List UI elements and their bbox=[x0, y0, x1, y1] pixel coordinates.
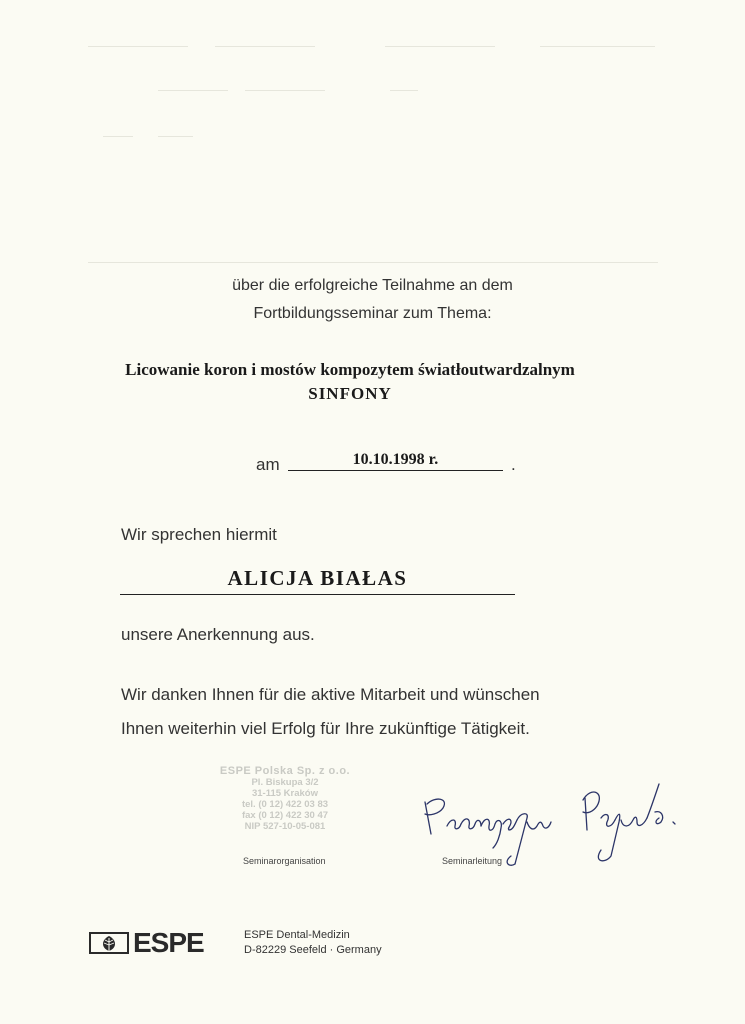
stamp-street: Pl. Biskupa 3/2 bbox=[251, 777, 319, 788]
participant-name: ALICJA BIAŁAS bbox=[227, 566, 408, 590]
faint-line bbox=[245, 90, 325, 91]
thanks-line-1: Wir danken Ihnen für die aktive Mitarbeit und wünschen bbox=[121, 685, 540, 704]
footer-company: ESPE Dental-Medizin bbox=[244, 929, 350, 941]
stamp-nip: NIP 527-10-05-081 bbox=[244, 821, 326, 832]
seminar-date: 10.10.1998 r. bbox=[352, 451, 439, 468]
stamp-company: ESPE Polska Sp. z o.o. bbox=[219, 765, 351, 777]
company-stamp bbox=[200, 766, 370, 832]
espe-logo-text: ESPE bbox=[133, 927, 204, 958]
footer-address: D-82229 Seefeld · Germany bbox=[244, 944, 382, 956]
seminar-topic-product: SINFONY bbox=[308, 384, 392, 403]
faint-line bbox=[540, 46, 655, 47]
seminar-organisation-label: Seminarorganisation bbox=[243, 856, 326, 866]
stamp-city: 31-115 Kraków bbox=[251, 788, 318, 799]
stamp-tel: tel. (0 12) 422 03 83 bbox=[241, 799, 329, 810]
faint-line bbox=[88, 262, 658, 263]
seminar-topic: Licowanie koron i mostów kompozytem światłoutwardzalnym bbox=[125, 360, 575, 379]
leaf-logo-icon bbox=[89, 932, 129, 954]
faint-line bbox=[215, 46, 315, 47]
faint-line bbox=[158, 90, 228, 91]
recognition-intro: Wir sprechen hiermit bbox=[121, 525, 277, 544]
date-prefix: am bbox=[256, 455, 280, 474]
date-suffix: . bbox=[511, 455, 516, 474]
faint-line bbox=[390, 90, 418, 91]
recognition-closing: unsere Anerkennung aus. bbox=[121, 625, 315, 644]
seminar-leader-label: Seminarleitung bbox=[442, 856, 503, 866]
stamp-fax: fax (0 12) 422 30 47 bbox=[241, 810, 329, 821]
thanks-line-2: Ihnen weiterhin viel Erfolg für Ihre zukünftige Tätigkeit. bbox=[121, 719, 530, 738]
faint-line bbox=[385, 46, 495, 47]
name-underline bbox=[120, 594, 515, 595]
espe-logo bbox=[89, 929, 219, 959]
intro-line-1: über die erfolgreiche Teilnahme an dem bbox=[232, 277, 513, 294]
intro-line-2: Fortbildungsseminar zum Thema: bbox=[253, 305, 492, 322]
faint-line bbox=[103, 136, 133, 137]
faint-line bbox=[88, 46, 188, 47]
faint-line bbox=[158, 136, 193, 137]
date-underline bbox=[288, 470, 503, 471]
